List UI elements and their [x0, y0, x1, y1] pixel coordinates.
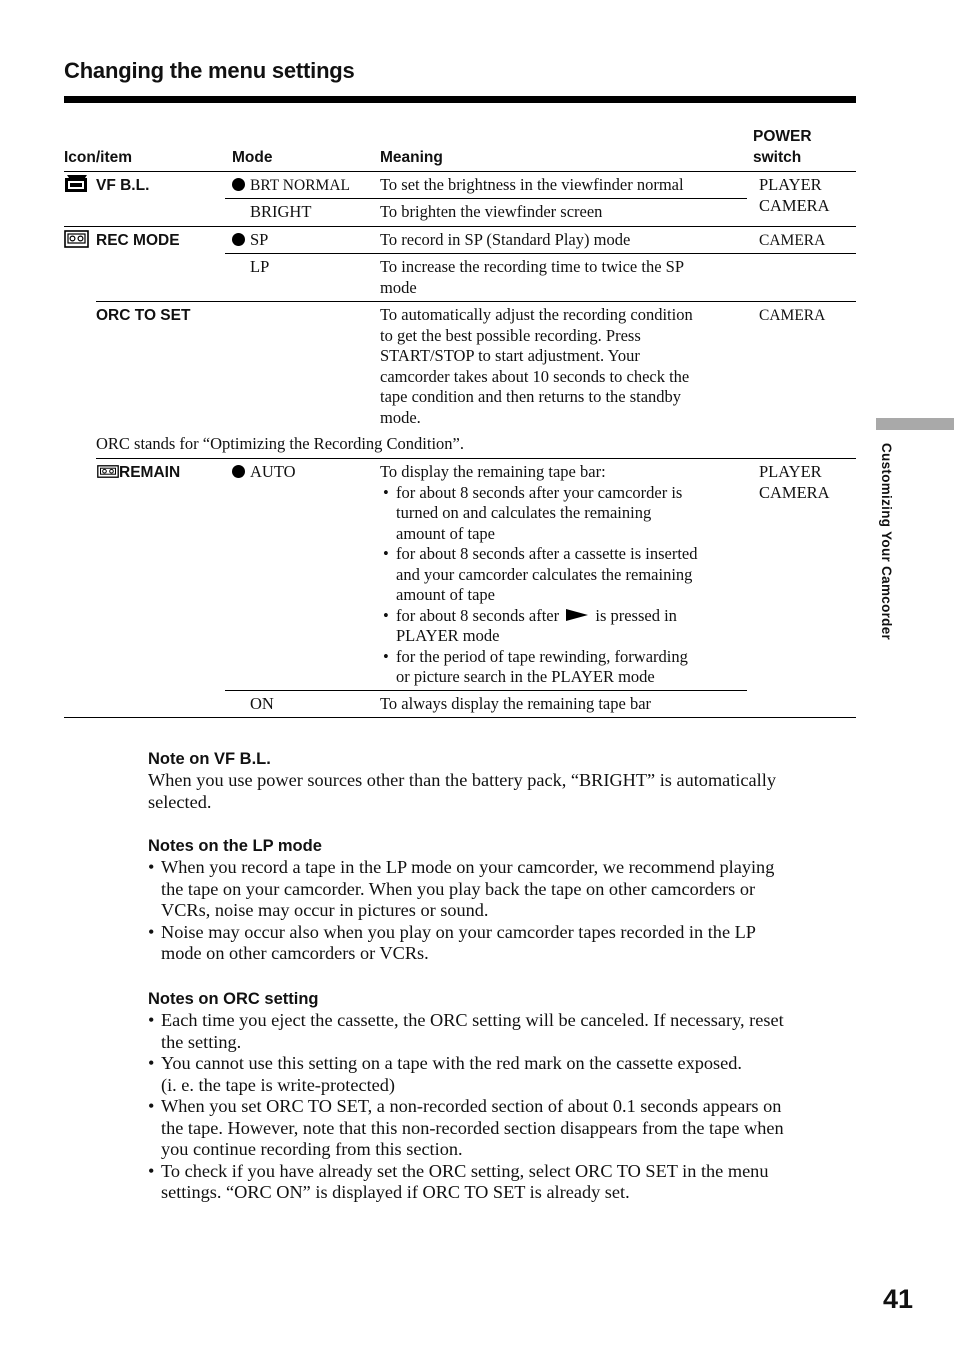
table-rule-remain-mid — [225, 690, 747, 691]
item-vf-bl: VF B.L. — [64, 175, 149, 199]
page-title: Changing the menu settings — [64, 58, 355, 83]
orc-footnote: ORC stands for “Optimizing the Recording Condition”. — [96, 434, 464, 453]
meaning-brt-normal: To set the brightness in the viewfinder normal — [380, 175, 684, 194]
meaning-lp: To increase the recording time to twice the SP mode — [380, 257, 685, 297]
meaning-orc: To automatically adjust the recording condition to get the best possible recording. Press START/STOP to start adjustment. Your camcorder takes about 10 seconds to check the tape condition and then returns to the standby mode. — [380, 305, 693, 427]
default-dot-icon — [232, 465, 245, 478]
cassette-icon — [97, 463, 119, 484]
side-tab-bar — [876, 418, 954, 430]
power-remain: PLAYER CAMERA — [759, 462, 830, 502]
default-dot-icon — [232, 178, 245, 191]
mode-on: ON — [250, 694, 274, 713]
play-icon — [566, 606, 588, 627]
note-orc-title: Notes on ORC setting — [148, 990, 319, 1008]
note-vfbl-text: When you use power sources other than the battery pack, “BRIGHT” is automatically selected. — [148, 770, 776, 812]
note-lp-title: Notes on the LP mode — [148, 837, 322, 855]
list-item: • for the period of tape rewinding, forwarding or picture search in the PLAYER mode — [383, 646, 688, 686]
item-orc-to-set: ORC TO SET — [96, 307, 191, 324]
note-vfbl — [148, 750, 853, 813]
mode-auto: AUTO — [232, 462, 296, 483]
side-tab-label: Customizing Your Camcorder — [879, 443, 894, 641]
list-item: • When you set ORC TO SET, a non-recorded section of about 0.1 seconds appears on the tape. However, note that this non-recorded section disappears from the tape when you continue recording from this section. — [148, 1096, 784, 1159]
list-item: • When you record a tape in the LP mode on your camcorder, we recommend playing the tape on your camcorder. When you play back the tape on other camcorders or VCRs, noise may occur in pictures or sound. — [148, 857, 775, 920]
note-vfbl-title: Note on VF B.L. — [148, 750, 271, 768]
meaning-auto: To display the remaining tape bar: • for about 8 seconds after your camcorder is turned on and calculates the remaining amount of tape • for about 8 seconds after a cassette is inserted and your camcorder calculates the remaining amount of tape • for about 8 seconds after is pressed in PLAYER mode • for the period of tape rewinding, forwarding or picture search in the PLAYER mode — [380, 462, 745, 688]
meaning-sp: To record in SP (Standard Play) mode — [380, 230, 631, 249]
mode-lp: LP — [250, 257, 270, 276]
table-rule-vfbl-mid — [225, 198, 747, 199]
header-mode: Mode — [232, 149, 273, 166]
item-remain: REMAIN — [97, 462, 180, 484]
table-rule-bottom — [64, 717, 856, 718]
table-rule-header — [64, 171, 856, 172]
power-vfbl: PLAYER CAMERA — [759, 175, 830, 215]
list-item: • Noise may occur also when you play on your camcorder tapes recorded in the LP mode on other camcorders or VCRs. — [148, 921, 756, 963]
table-rule-recmode-end — [96, 301, 856, 302]
table-rule-recmode-mid — [225, 253, 856, 254]
power-recmode: CAMERA — [759, 232, 826, 249]
mode-brt-normal: BRT NORMAL — [232, 176, 350, 197]
list-item: • Each time you eject the cassette, the ORC setting will be canceled. If necessary, reset the setting. — [148, 1010, 784, 1052]
remain-bullet-list — [380, 483, 745, 688]
viewfinder-icon — [64, 175, 90, 199]
title-rule — [64, 96, 856, 103]
mode-bright: BRIGHT — [250, 202, 312, 221]
note-orc — [148, 990, 858, 1204]
header-meaning: Meaning — [380, 149, 443, 166]
table-rule-vfbl-end — [64, 226, 856, 227]
table-rule-orc-end — [96, 458, 856, 459]
note-lp — [148, 837, 853, 965]
cassette-icon — [64, 230, 90, 254]
mode-sp: SP — [232, 230, 268, 251]
default-dot-icon — [232, 233, 245, 246]
header-icon-item: Icon/item — [64, 149, 133, 166]
list-item: • for about 8 seconds after your camcorder is turned on and calculates the remaining amount of tape — [383, 482, 683, 543]
list-item: • for about 8 seconds after a cassette is inserted and your camcorder calculates the remaining amount of tape — [383, 544, 698, 604]
list-item: • You cannot use this setting on a tape with the red mark on the cassette exposed. (i. e. the tape is write-protected) — [148, 1053, 742, 1095]
page-number: 41 — [882, 1284, 913, 1314]
note-lp-list — [148, 857, 853, 965]
header-power-switch: POWER switch — [753, 128, 812, 166]
list-item: • for about 8 seconds after is pressed in PLAYER mode — [383, 605, 677, 645]
list-item: • To check if you have already set the ORC setting, select ORC TO SET in the menu settings. “ORC ON” is displayed if ORC TO SET is already set. — [148, 1160, 769, 1202]
meaning-bright: To brighten the viewfinder screen — [380, 202, 603, 221]
meaning-on: To always display the remaining tape bar — [380, 694, 652, 713]
item-rec-mode: REC MODE — [64, 230, 180, 254]
power-orc: CAMERA — [759, 307, 826, 324]
note-orc-list — [148, 1010, 858, 1204]
